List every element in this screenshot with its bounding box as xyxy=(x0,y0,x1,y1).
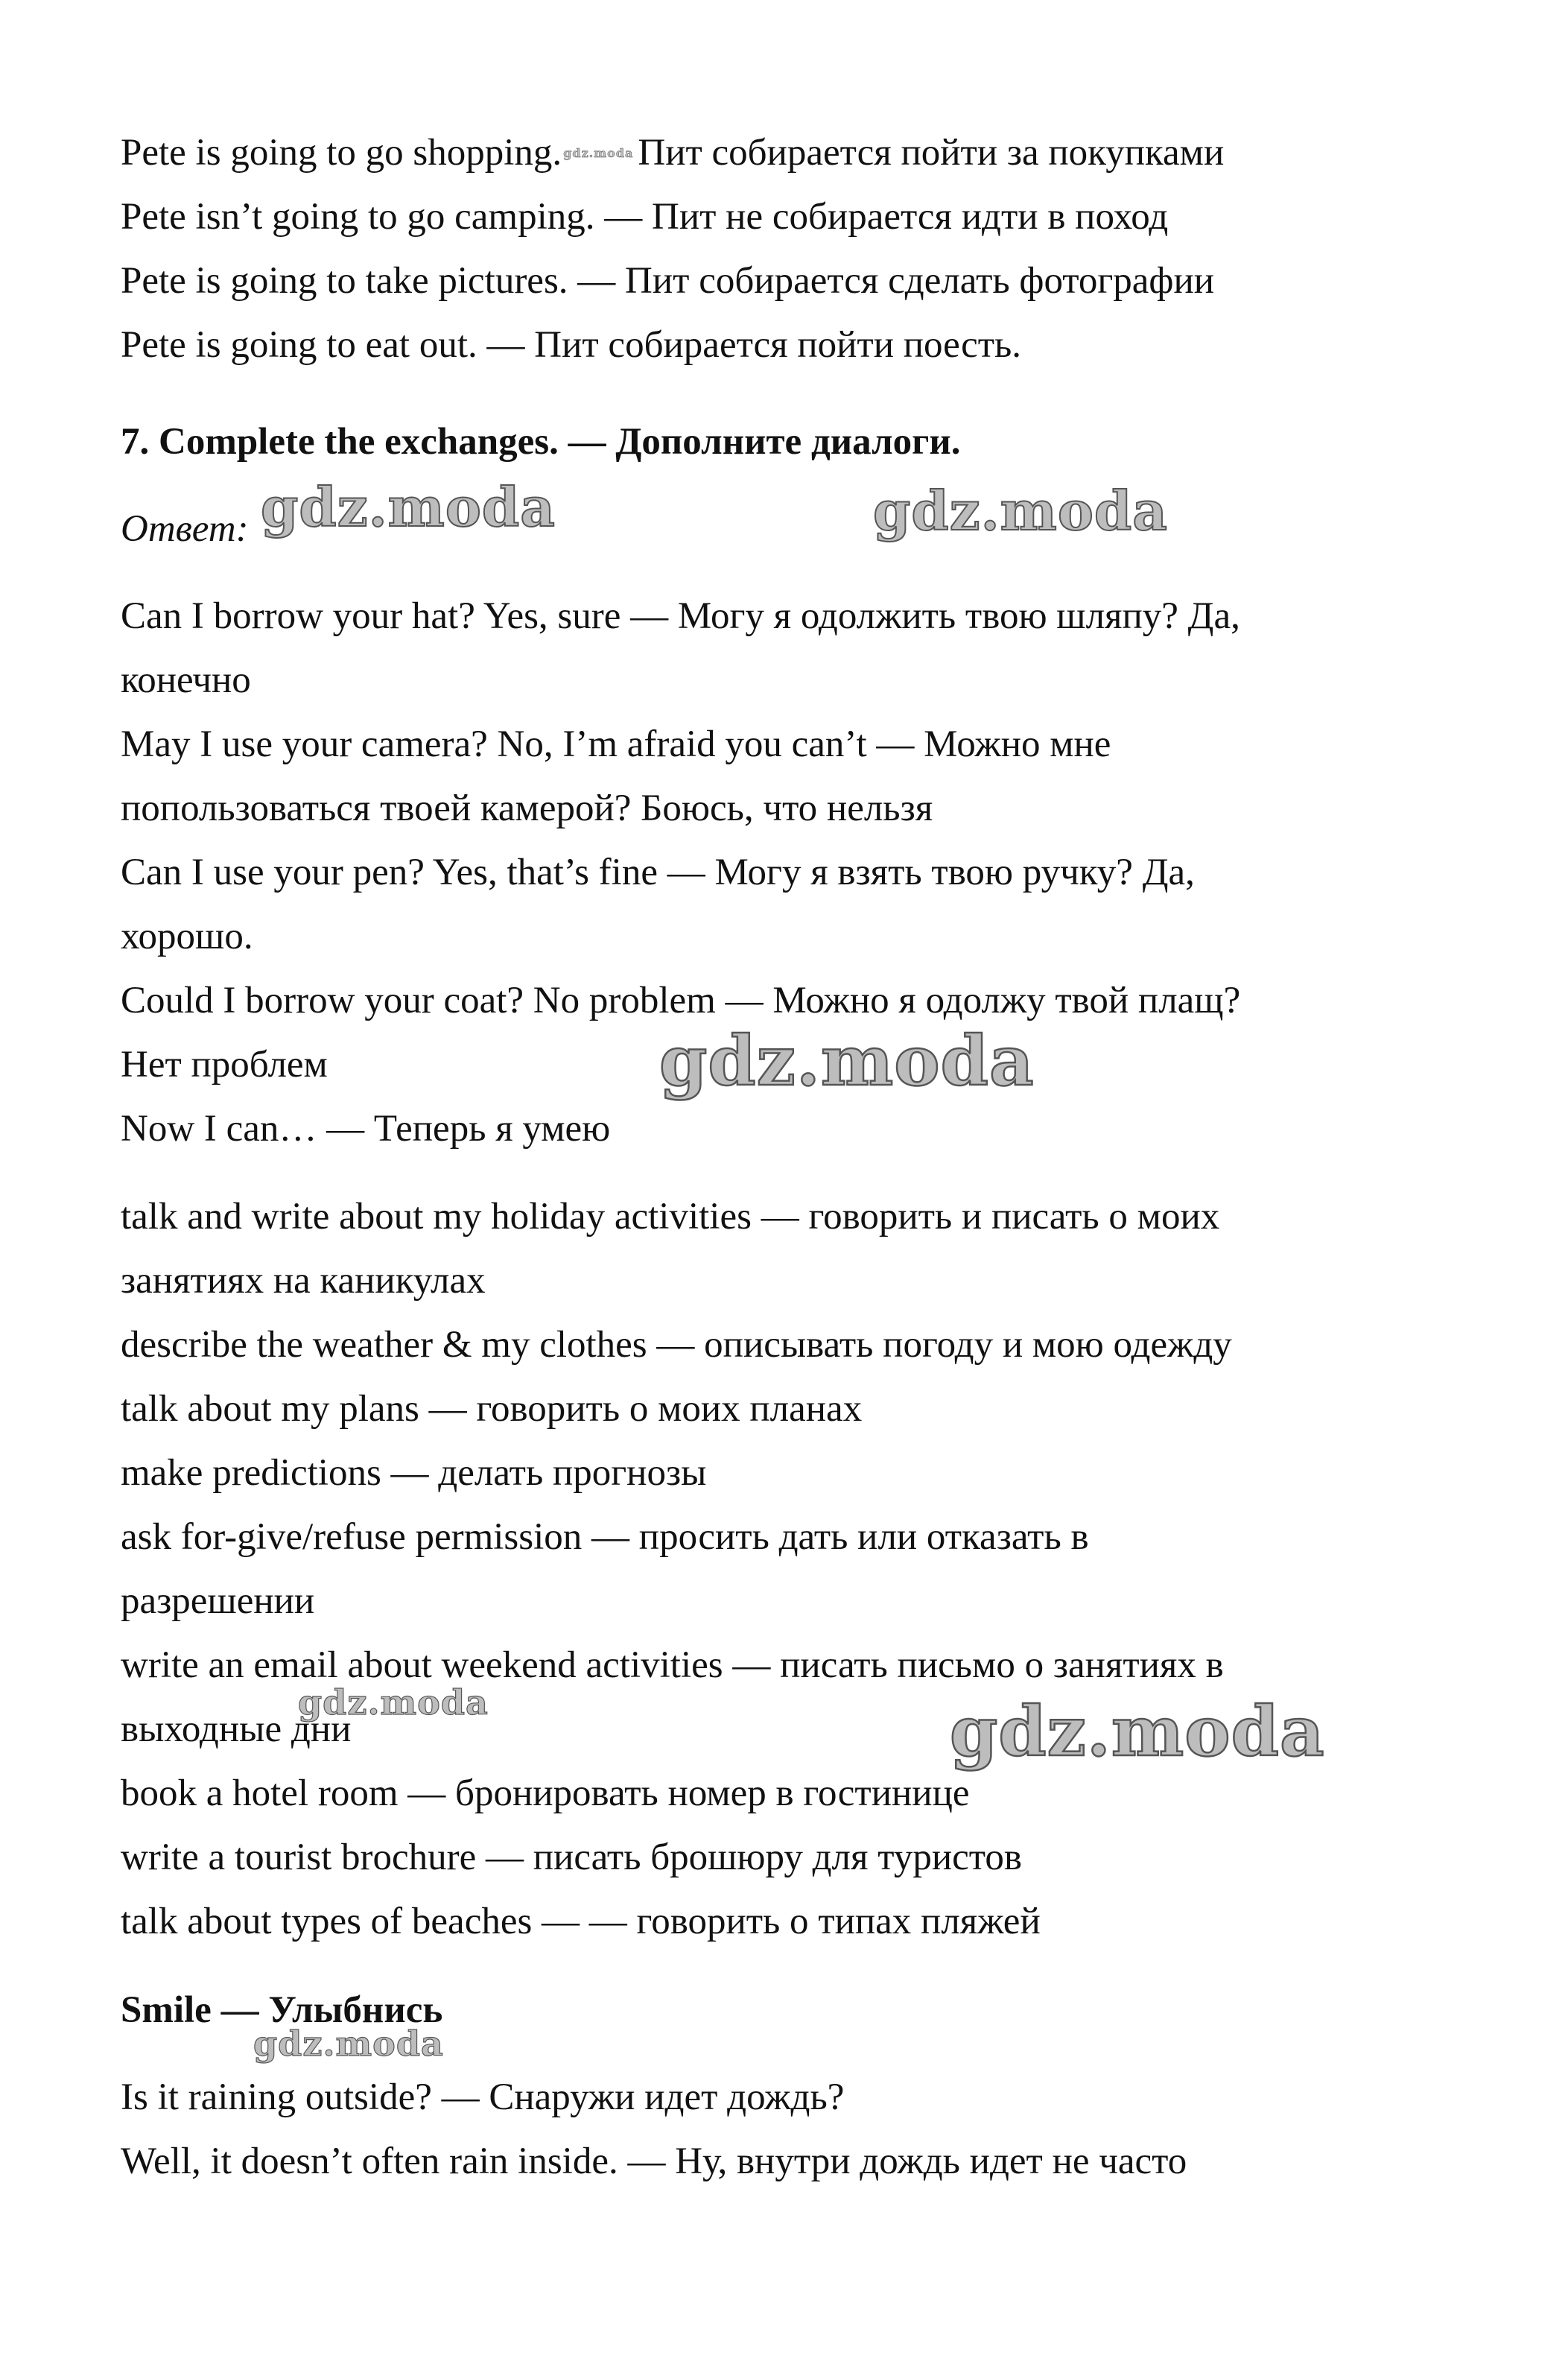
text-line: Pete is going to take pictures. — Пит собирается сделать фотографии xyxy=(121,260,1215,302)
text-line: May I use your camera? No, I’m afraid you can’t — Можно мне xyxy=(121,723,1111,765)
watermark: gdz.moda xyxy=(253,2024,444,2064)
text-line: Нет проблем xyxy=(121,1044,328,1086)
watermark: gdz.moda xyxy=(950,1691,1325,1772)
text-line: book a hotel room — бронировать номер в гостинице xyxy=(121,1772,970,1814)
text-line: попользоваться твоей камерой? Боюсь, что нельзя xyxy=(121,788,933,829)
text-line: Now I can… — Теперь я умею xyxy=(121,1108,611,1150)
text-line: Pete isn’t going to go camping. — Пит не собирается идти в поход xyxy=(121,196,1169,238)
text-line: Pete is going to eat out. — Пит собирается пойти поесть. xyxy=(121,324,1022,366)
watermark-tiny: gdz.moda xyxy=(563,146,634,160)
text-line: Can I use your pen? Yes, that’s fine — Могу я взять твою ручку? Да, xyxy=(121,852,1195,893)
answer-label: Ответ: xyxy=(121,508,249,550)
text-line: занятиях на каникулах xyxy=(121,1260,486,1302)
text-line: describe the weather & my clothes — описывать погоду и мою одежду xyxy=(121,1324,1232,1366)
text-line: Is it raining outside? — Снаружи идет дождь? xyxy=(121,2076,845,2118)
watermark: gdz.moda xyxy=(659,1021,1035,1101)
smile-heading: Smile — Улыбнись xyxy=(121,1989,443,2031)
text-line: make predictions — делать прогнозы xyxy=(121,1452,707,1494)
watermark: gdz.moda xyxy=(873,479,1168,542)
watermark: gdz.moda xyxy=(261,475,556,539)
text-line: talk about my plans — говорить о моих планах xyxy=(121,1388,863,1430)
text-line: разрешении xyxy=(121,1580,315,1622)
text-line: talk about types of beaches — — говорить о типах пляжей xyxy=(121,1901,1041,1942)
text-line: Could I borrow your coat? No problem — Можно я одолжу твой плащ? xyxy=(121,980,1241,1021)
text-line: Can I borrow your hat? Yes, sure — Могу я одолжить твою шляпу? Да, xyxy=(121,595,1240,637)
text-line: Well, it doesn’t often rain inside. — Ну, внутри дождь идет не часто xyxy=(121,2140,1187,2182)
text-line: ask for-give/refuse permission — просить дать или отказать в xyxy=(121,1516,1089,1558)
watermark: gdz.moda xyxy=(298,1682,489,1723)
text-line: Pete is going to go shopping. gdz.moda Пит собирается пойти за покупками xyxy=(121,132,1225,174)
exercise-heading: 7. Complete the exchanges. — Дополните диалоги. xyxy=(121,421,961,463)
text-line: talk and write about my holiday activities — говорить и писать о моих xyxy=(121,1196,1220,1238)
text-line: write a tourist brochure — писать брошюру для туристов xyxy=(121,1837,1022,1878)
text-line: write an email about weekend activities — писать письмо о занятиях в xyxy=(121,1644,1224,1686)
text-line: хорошо. xyxy=(121,916,253,957)
text-line: выходные дни xyxy=(121,1708,352,1750)
text-line: конечно xyxy=(121,659,251,701)
